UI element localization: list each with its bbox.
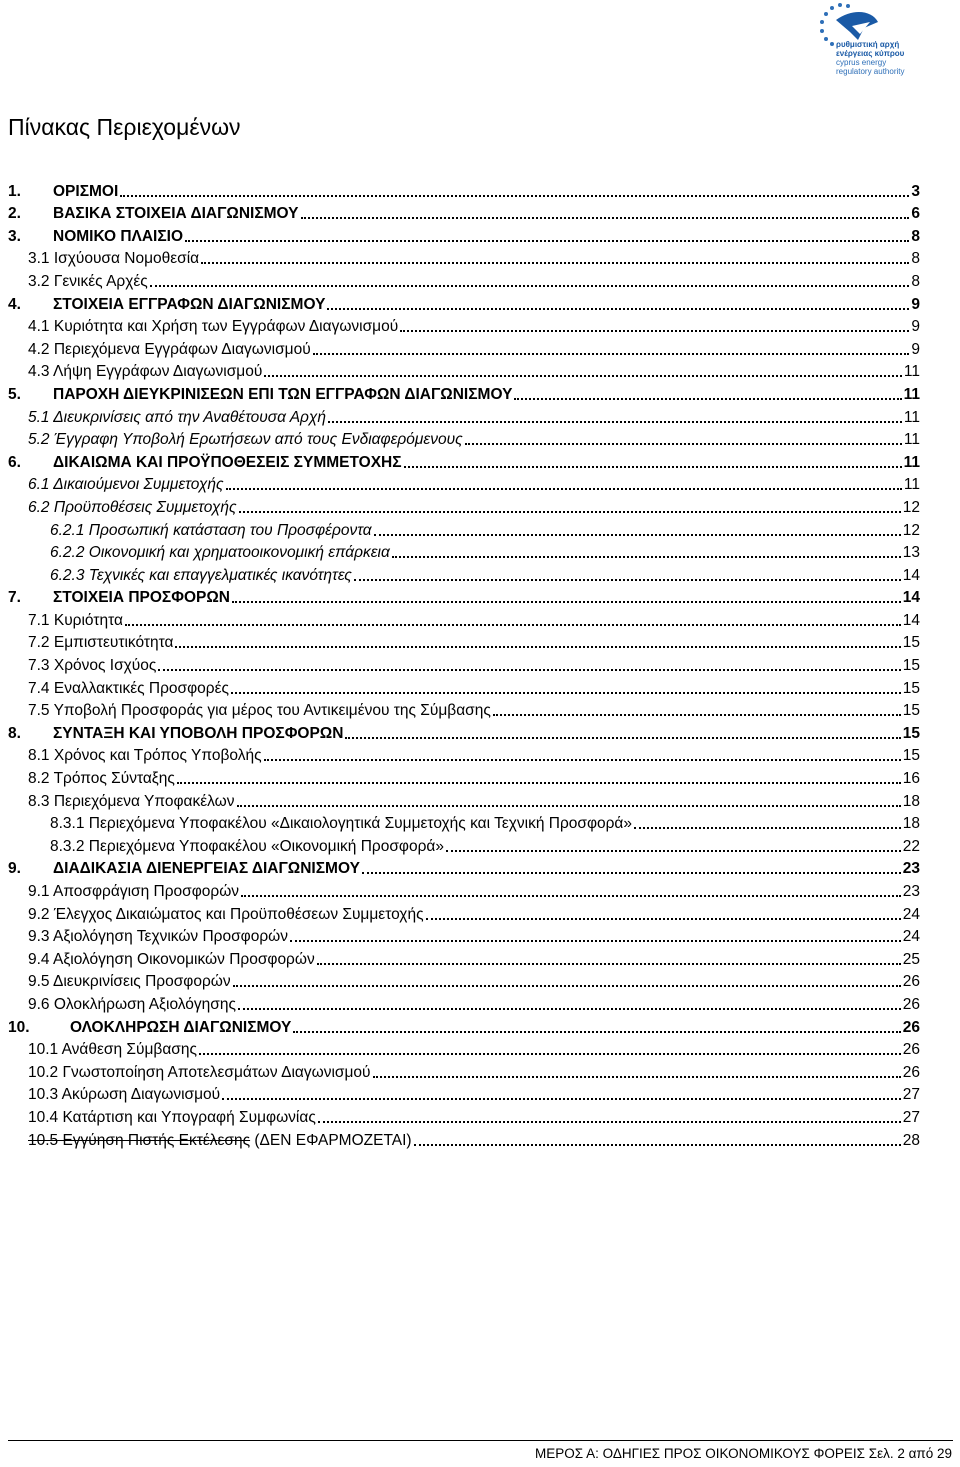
dot-leader [404,466,902,468]
toc-entry[interactable] [8,607,920,630]
dot-leader [493,714,901,716]
toc-entry-title: 7.1 Κυριότητα [28,611,123,629]
toc-entry-page: 28 [902,1131,920,1149]
toc-entry[interactable] [8,585,920,608]
toc-entry[interactable] [8,743,920,766]
toc-entry[interactable] [8,1059,920,1082]
toc-entry-number: 3. [8,227,21,245]
dot-leader [226,488,902,490]
dot-leader [238,1008,901,1010]
page-title: Πίνακας Περιεχομένων [8,114,241,140]
dot-leader [237,805,901,807]
logo [812,0,942,76]
toc-entry-title: 10.1 Ανάθεση Σύμβασης [28,1041,197,1059]
toc-entry-title: 10.4 Κατάρτιση και Υπογραφή Συμφωνίας [28,1108,316,1126]
toc-entry-title: ΣΤΟΙΧΕΙΑ ΕΓΓΡΑΦΩΝ ΔΙΑΓΩΝΙΣΜΟΥ [53,295,326,313]
toc-entry[interactable] [8,336,920,359]
toc-entry-page: 14 [902,566,920,584]
toc-entry-page: 9 [911,340,920,358]
toc-entry[interactable] [8,178,920,201]
logo-line-1: ρυθμιστική αρχή [836,40,900,49]
dot-leader [301,217,910,219]
toc-entry[interactable] [8,1082,920,1105]
toc-entry[interactable] [8,1037,920,1060]
dot-leader [264,375,902,377]
toc-entry[interactable] [8,449,920,472]
dot-leader [150,285,910,287]
toc-entry-number: 7. [8,589,21,607]
toc-entry-title: 9.4 Αξιολόγηση Οικονομικών Προσφορών [28,950,315,968]
toc-entry-title [28,1132,412,1150]
toc-entry[interactable] [8,675,920,698]
toc-entry-page: 22 [902,837,920,855]
toc-entry[interactable] [8,268,920,291]
toc-entry-title: 8.3.1 Περιεχόμενα Υποφακέλου «Δικαιολογητικά Συμμετοχής και Τεχνική Προσφορά» [50,815,633,833]
dot-leader [392,556,901,558]
dot-leader [373,1076,901,1078]
toc-entry-title: ΒΑΣΙΚΑ ΣΤΟΙΧΕΙΑ ΔΙΑΓΩΝΙΣΜΟΥ [53,205,299,223]
toc-entry-title: 9.5 Διευκρινίσεις Προσφορών [28,973,231,991]
dot-leader [199,1053,901,1055]
toc-entry-number: 5. [8,385,21,403]
toc-entry-title: 9.2 Έλεγχος Δικαιώματος και Προϋποθέσεων Συμμετοχής [28,905,424,923]
toc-entry[interactable] [8,969,920,992]
toc-entry-page: 11 [903,408,920,426]
toc-entry-page: 16 [902,770,920,788]
toc-entry-page: 15 [902,679,920,697]
toc-entry-page: 18 [902,815,920,833]
dot-leader [362,872,901,874]
dot-leader [327,308,909,310]
toc-entry[interactable] [8,991,920,1014]
toc-entry-page: 14 [902,611,920,629]
toc-entry-title: 7.2 Εμπιστευτικότητα [28,634,174,652]
toc-entry-title: 6.2.1 Προσωπική κατάσταση του Προσφέροντα [50,521,372,539]
toc-entry-title: 9.6 Ολοκλήρωση Αξιολόγησης [28,995,236,1013]
toc-entry-page: 15 [902,702,920,720]
toc-entry-title: ΣΤΟΙΧΕΙΑ ΠΡΟΣΦΟΡΩΝ [53,589,230,607]
toc-entry[interactable] [8,901,920,924]
toc-entry-page: 26 [902,1063,920,1081]
toc-entry-number: 6. [8,453,21,471]
toc-entry-note: (ΔΕΝ ΕΦΑΡΜΟΖΕΤΑΙ) [250,1131,412,1149]
dot-leader [400,330,909,332]
dot-leader [634,827,901,829]
toc-entry-struck-text: 10.5 Εγγύηση Πιστής Εκτέλεσης [28,1131,251,1149]
dot-leader [426,918,901,920]
toc-entry[interactable] [8,223,920,246]
logo-line-2: ενέργειας κύπρου [836,49,905,58]
toc-entry[interactable] [8,630,920,653]
toc-entry-page: 14 [902,589,920,607]
page-footer: ΜΕΡΟΣ Α: ΟΔΗΓΙΕΣ ΠΡΟΣ ΟΙΚΟΝΟΜΙΚΟΥΣ ΦΟΡΕΙΣ Σελ. 2 από 29 [535,1446,952,1461]
dot-leader [233,985,901,987]
toc-entry[interactable] [8,291,920,314]
toc-entry-title: 8.3.2 Περιεχόμενα Υποφακέλου «Οικονομική Προσφορά» [50,837,444,855]
toc-entry[interactable] [8,201,920,224]
toc-entry-title: ΣΥΝΤΑΞΗ ΚΑΙ ΥΠΟΒΟΛΗ ΠΡΟΣΦΟΡΩΝ [53,724,344,742]
toc-entry-title: ΟΛΟΚΛΗΡΩΣΗ ΔΙΑΓΩΝΙΣΜΟΥ [70,1018,292,1036]
toc-entry-title: 9.1 Αποσφράγιση Προσφορών [28,883,240,900]
toc-entry-page: 11 [903,385,920,403]
dot-leader [414,1144,901,1146]
toc-entry-number: 2. [8,205,21,223]
toc-entry-title: 7.4 Εναλλακτικές Προσφορές [28,679,229,697]
toc-entry-number: 9. [8,860,21,878]
toc-entry-page: 18 [902,792,920,810]
footer-divider [8,1440,953,1441]
dot-leader [317,963,901,965]
toc-entry-title: 10.3 Ακύρωση Διαγωνισμού [28,1086,221,1104]
toc-entry-page: 25 [902,950,920,968]
toc-entry-title: 5.2 Έγγραφη Υποβολή Ερωτήσεων από τους Ενδιαφερόμενους [28,431,463,449]
dot-leader [446,850,901,852]
dot-leader [374,534,901,536]
dot-leader [177,782,901,784]
dot-leader [222,1098,901,1100]
toc-entry-title: ΠΑΡΟΧΗ ΔΙΕΥΚΡΙΝΙΣΕΩΝ ΕΠΙ ΤΩΝ ΕΓΓΡΑΦΩΝ ΔΙΑΓΩΝΙΣΜΟΥ [53,385,513,403]
toc-entry-title: 4.2 Περιεχόμενα Εγγράφων Διαγωνισμού [28,340,311,358]
toc-entry[interactable] [8,517,920,540]
dot-leader [158,669,900,671]
toc-entry[interactable] [8,1127,920,1150]
dot-leader [201,262,909,264]
toc-entry-title: 8.2 Τρόπος Σύνταξης [28,770,175,788]
toc-entry-page: 11 [903,476,920,494]
dot-leader [514,398,901,400]
dot-leader [125,624,901,626]
toc-entry-page: 15 [902,724,920,742]
toc-entry[interactable] [8,788,920,811]
toc-entry-title: 3.1 Ισχύουσα Νομοθεσία [28,250,200,268]
toc-entry-page: 11 [903,363,920,381]
toc-entry[interactable] [8,494,920,517]
toc-entry-page: 8 [911,272,920,290]
toc-entry[interactable] [8,811,920,834]
toc-entry[interactable] [8,472,920,495]
toc-entry-title: ΟΡΙΣΜΟΙ [53,182,119,200]
toc-entry-page: 26 [902,1041,920,1059]
toc-entry-page: 15 [902,634,920,652]
dot-leader [241,895,901,897]
toc-entry[interactable] [8,946,920,969]
toc-entry-title: 7.5 Υποβολή Προσφοράς για μέρος του Αντικειμένου της Σύμβασης [28,702,491,720]
toc-entry[interactable] [8,765,920,788]
toc-entry[interactable] [8,540,920,563]
toc-entry-page: 15 [902,657,920,675]
dot-leader [231,692,901,694]
toc-entry[interactable] [8,381,920,404]
toc-entry-title: ΔΙΑΔΙΚΑΣΙΑ ΔΙΕΝΕΡΓΕΙΑΣ ΔΙΑΓΩΝΙΣΜΟΥ [53,860,360,878]
toc-entry-page: 9 [911,318,920,336]
toc-entry-page: 24 [902,928,920,946]
toc-entry-title: 4.1 Κυριότητα και Χρήση των Εγγράφων Διαγωνισμού [28,318,399,336]
toc-entry-page: 24 [902,905,920,923]
toc-entry-title: 6.2.3 Τεχνικές και επαγγελματικές ικανότητες [50,566,352,584]
dot-leader [185,240,909,242]
logo-line-3: cyprus energy [836,58,887,67]
toc-entry-page: 12 [902,498,920,516]
dot-leader [354,579,901,581]
toc-entry-title: 8.3 Περιεχόμενα Υποφακέλων [28,792,235,810]
dot-leader [318,1121,901,1123]
toc-entry-page: 23 [902,860,920,878]
toc-entry-page: 23 [902,883,920,900]
toc-entry-title: 8.1 Χρόνος και Τρόπος Υποβολής [28,747,262,765]
toc-entry-title: 6.2.2 Οικονομική και χρηματοοικονομική επάρκεια [50,544,390,562]
toc-entry-page: 13 [902,544,920,562]
toc-entry[interactable] [8,878,920,901]
toc-entry-title: 9.3 Αξιολόγηση Τεχνικών Προσφορών [28,928,289,946]
toc-entry-page: 11 [903,431,920,449]
toc-entry[interactable] [8,314,920,337]
toc-entry-page: 8 [911,227,920,245]
toc-entry-title: 3.2 Γενικές Αρχές [28,272,148,290]
toc-entry-title: 10.2 Γνωστοποίηση Αποτελεσμάτων Διαγωνισμού [28,1063,371,1081]
dot-leader [290,940,901,942]
toc-entry[interactable] [8,427,920,450]
toc-entry-title: 7.3 Χρόνος Ισχύος [28,657,157,675]
toc-entry-number: 1. [8,182,21,200]
dot-leader [313,353,910,355]
toc-entry-page: 9 [911,295,920,313]
dot-leader [232,601,901,603]
toc-entry-page: 26 [902,973,920,991]
toc-entry-page: 27 [902,1086,920,1104]
toc-entry[interactable] [8,562,920,585]
toc-entry[interactable] [8,698,920,721]
toc-entry[interactable] [8,1014,920,1037]
toc-entry-title: 4.3 Λήψη Εγγράφων Διαγωνισμού [28,363,263,381]
toc-entry-page: 3 [911,182,920,200]
toc-entry[interactable] [8,833,920,856]
toc-entry-page: 8 [911,250,920,268]
toc-entry[interactable] [8,856,920,879]
toc-entry[interactable] [8,924,920,947]
toc-entry-page: 27 [902,1108,920,1126]
dot-leader [328,421,902,423]
dot-leader [239,511,901,513]
toc-entry[interactable] [8,404,920,427]
toc-entry-title: 6.1 Δικαιούμενοι Συμμετοχής [28,476,224,494]
toc-entry[interactable] [8,359,920,382]
dot-leader [345,737,900,739]
toc-entry-title: 5.1 Διευκρινίσεις από την Αναθέτουσα Αρχή [28,408,326,426]
toc-entry-number: 4. [8,295,21,313]
dot-leader [293,1031,900,1033]
dot-leader [120,195,909,197]
toc-entry-page: 6 [911,205,920,223]
toc-entry-title: 6.2 Προϋποθέσεις Συμμετοχής [28,498,237,516]
toc-entry-title: ΝΟΜΙΚΟ ΠΛΑΙΣΙΟ [53,227,184,245]
toc-entry-page: 12 [902,521,920,539]
dot-leader [264,759,901,761]
toc-entry[interactable] [8,246,920,269]
dot-leader [465,443,902,445]
toc-entry-page: 26 [902,1018,920,1036]
dot-leader [175,646,900,648]
table-of-contents [8,178,920,1150]
toc-entry-page: 26 [902,995,920,1013]
toc-entry[interactable] [8,1104,920,1127]
toc-entry[interactable] [8,720,920,743]
logo-line-4: regulatory authority [836,67,905,76]
toc-entry[interactable] [8,652,920,675]
toc-entry-page: 11 [903,453,920,471]
toc-entry-number: 8. [8,724,21,742]
toc-entry-page: 15 [902,747,920,765]
toc-entry-number: 10. [8,1018,30,1036]
toc-entry-title: ΔΙΚΑΙΩΜΑ ΚΑΙ ΠΡΟΫΠΟΘΕΣΕΙΣ ΣΥΜΜΕΤΟΧΗΣ [53,453,402,471]
